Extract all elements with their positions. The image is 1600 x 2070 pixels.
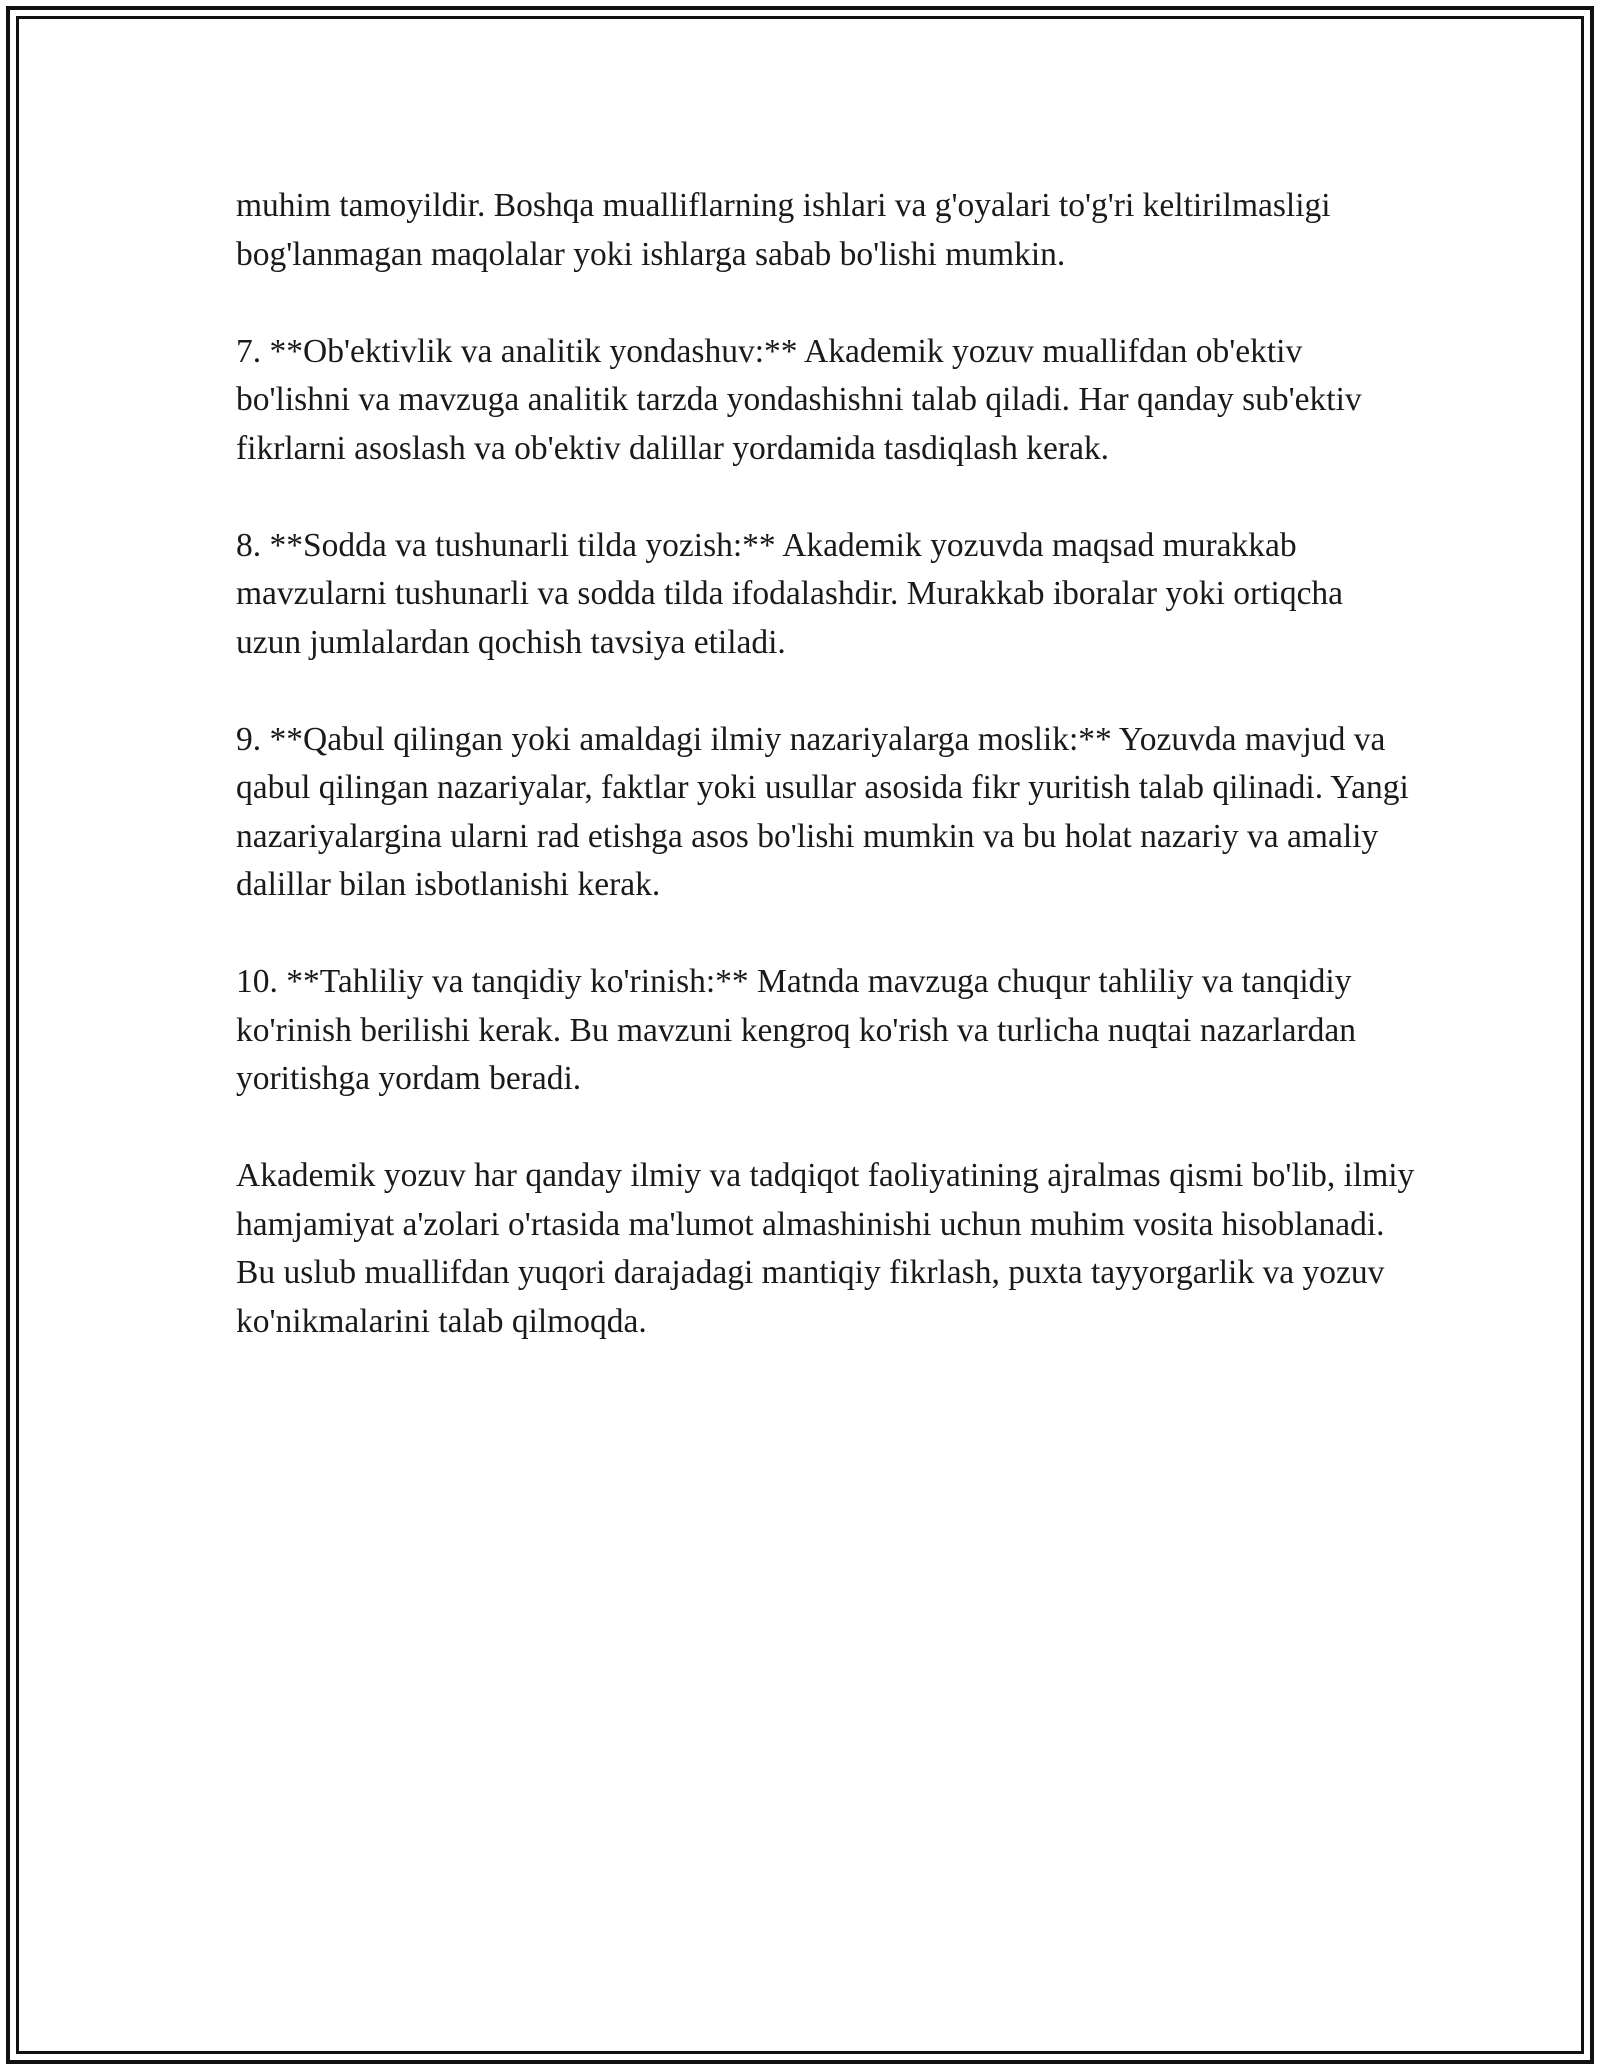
paragraph-item-8: 8. **Sodda va tushunarli tilda yozish:** Akademik yozuvda maqsad murakkab mavzularni tushunarli va sodda tilda ifodalashdir. Murakkab iboralar yoki ortiqcha uzun jumlalardan qochish tavsiya etiladi.: [236, 526, 1344, 661]
paragraph-conclusion: Akademik yozuv har qanday ilmiy va tadqiqot faoliyatining ajralmas qismi bo'lib, ilmiy hamjamiyat a'zolari o'rtasida ma'lumot almashinishi uchun muhim vosita hisoblanadi. Bu uslub muallifdan yuqori darajadagi mantiqiy fikrlash, puxta tayyorgarlik va yozuv ko'nikmalarini talab qilmoqda.: [236, 1157, 1415, 1340]
paragraph-intro-continuation: muhim tamoyildir. Boshqa mualliflarning ishlari va g'oyalari to'g'ri keltirilmasligi bog'lanmagan maqolalar yoki ishlarga sabab bo'lishi mumkin.: [236, 187, 1331, 273]
paragraph-item-10: 10. **Tahliliy va tanqidiy ko'rinish:** Matnda mavzuga chuqur tahliliy va tanqidiy ko'rinish berilishi kerak. Bu mavzuni kengroq ko'rish va turlicha nuqtai nazarlardan yoritishga yordam beradi.: [236, 963, 1357, 1097]
paragraph-item-7: 7. **Ob'ektivlik va analitik yondashuv:** Akademik yozuv muallifdan ob'ektiv bo'lishni va mavzuga analitik tarzda yondashishni talab qiladi. Har qanday sub'ektiv fikrlarni asoslash va ob'ektiv dalillar yordamida tasdiqlash kerak.: [236, 332, 1362, 467]
document-body: [236, 182, 1416, 1395]
paragraph-item-9: 9. **Qabul qilingan yoki amaldagi ilmiy nazariyalarga moslik:** Yozuvda mavjud va qabul qilingan nazariyalar, faktlar yoki usullar asosida fikr yuritish talab qilinadi. Yangi nazariyalargina ularni rad etishga asos bo'lishi mumkin va bu holat nazariy va amaliy dalillar bilan isbotlanishi kerak.: [236, 720, 1409, 903]
